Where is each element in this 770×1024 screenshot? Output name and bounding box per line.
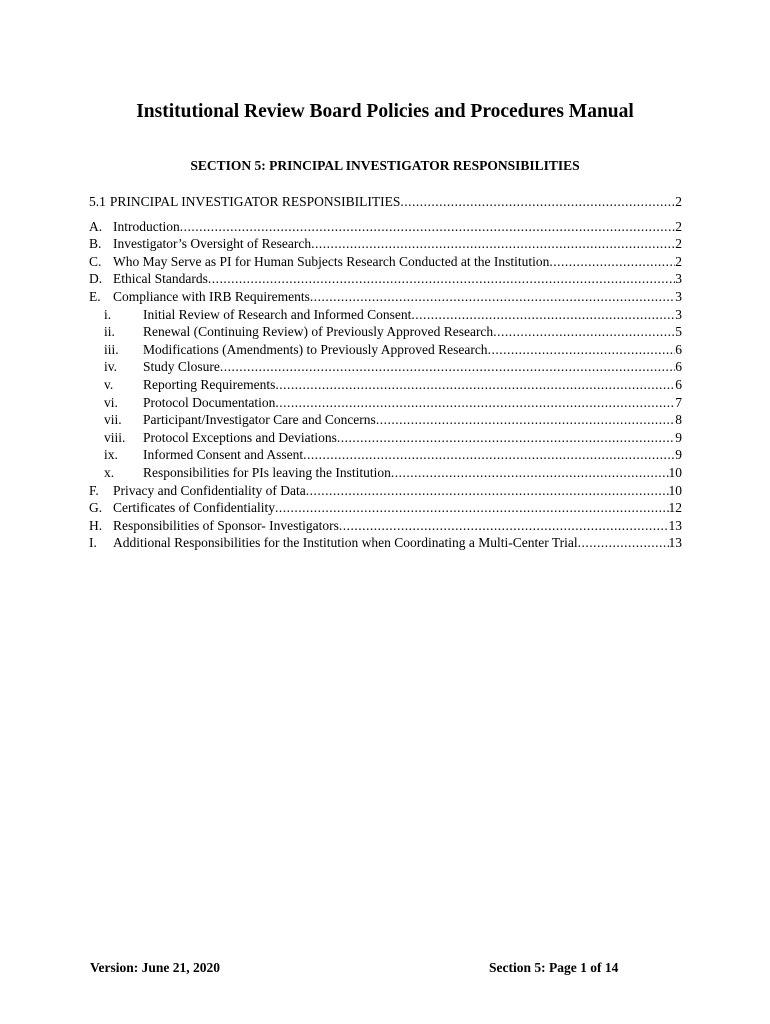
toc-entry-e-vii[interactable] bbox=[89, 412, 682, 430]
toc-text: Participant/Investigator Care and Concerns bbox=[143, 412, 376, 428]
toc-leader bbox=[391, 465, 669, 481]
toc-entry-e-ix[interactable] bbox=[89, 447, 682, 465]
section-heading: SECTION 5: PRINCIPAL INVESTIGATOR RESPONSIBILITIES bbox=[190, 158, 580, 173]
toc-entry-e-ii[interactable] bbox=[89, 324, 682, 342]
toc-leader bbox=[275, 500, 669, 516]
toc-leader bbox=[275, 395, 675, 411]
toc-entry-e-iii[interactable] bbox=[89, 342, 682, 360]
toc-number: ix. bbox=[104, 447, 118, 463]
toc-entry-f[interactable] bbox=[89, 483, 682, 501]
toc-entry-h[interactable] bbox=[89, 518, 682, 536]
toc-number: iii. bbox=[104, 341, 119, 357]
toc-leader bbox=[400, 194, 675, 210]
toc-number: v. bbox=[104, 376, 114, 392]
toc-text: Additional Responsibilities for the Institution when Coordinating a Multi-Center Trial bbox=[113, 535, 578, 551]
toc-leader bbox=[220, 359, 675, 375]
toc-text: Investigator’s Oversight of Research bbox=[113, 236, 312, 252]
toc-text: Protocol Exceptions and Deviations bbox=[143, 429, 337, 445]
toc-leader bbox=[493, 324, 675, 340]
toc-number: iv. bbox=[104, 359, 117, 375]
toc-page: 10 bbox=[668, 464, 682, 480]
toc-page: 13 bbox=[668, 535, 682, 551]
toc-page: 2 bbox=[675, 236, 682, 252]
toc-text: Renewal (Continuing Review) of Previously Approved Research bbox=[143, 324, 494, 340]
toc-leader bbox=[275, 377, 675, 393]
toc-number: D. bbox=[89, 271, 103, 287]
toc-entry-c[interactable] bbox=[89, 254, 682, 272]
toc-page: 2 bbox=[675, 194, 682, 209]
document-title: Institutional Review Board Policies and Procedures Manual bbox=[136, 101, 634, 122]
toc-page: 2 bbox=[675, 218, 682, 234]
toc-entry-b[interactable] bbox=[89, 236, 682, 254]
toc-text: Ethical Standards bbox=[113, 271, 208, 287]
toc-leader bbox=[180, 219, 676, 235]
toc-page: 6 bbox=[675, 376, 682, 392]
toc-text: PRINCIPAL INVESTIGATOR RESPONSIBILITIES bbox=[109, 194, 401, 209]
toc-text: Informed Consent and Assent bbox=[143, 447, 304, 463]
toc-page: 3 bbox=[675, 271, 682, 287]
toc-text: Compliance with IRB Requirements bbox=[113, 288, 310, 304]
toc-leader bbox=[578, 535, 669, 551]
toc-leader bbox=[549, 254, 675, 270]
toc-leader bbox=[311, 236, 675, 252]
toc-entry-d[interactable] bbox=[89, 271, 682, 289]
toc-leader bbox=[339, 518, 669, 534]
toc-entry-main[interactable] bbox=[89, 194, 682, 212]
toc-page: 5 bbox=[675, 324, 682, 340]
toc-entry-e-i[interactable] bbox=[89, 307, 682, 325]
toc-entry-i[interactable] bbox=[89, 535, 682, 553]
toc-entry-e-iv[interactable] bbox=[89, 359, 682, 377]
toc-page: 8 bbox=[675, 412, 682, 428]
toc-text: Responsibilities for PIs leaving the Institution bbox=[143, 464, 391, 480]
toc-number: F. bbox=[89, 482, 99, 498]
toc-page: 10 bbox=[668, 482, 682, 498]
toc-number: vii. bbox=[104, 412, 122, 428]
toc-entry-e-vi[interactable] bbox=[89, 395, 682, 413]
toc-page: 7 bbox=[675, 394, 682, 410]
footer-version: Version: June 21, 2020 bbox=[90, 960, 221, 975]
toc-text: Initial Review of Research and Informed Consent bbox=[143, 306, 412, 322]
toc-page: 3 bbox=[675, 288, 682, 304]
toc-number: A. bbox=[89, 218, 103, 234]
toc-entry-g[interactable] bbox=[89, 500, 682, 518]
toc-page: 9 bbox=[675, 429, 682, 445]
toc-text: Privacy and Confidentiality of Data bbox=[113, 482, 306, 498]
toc-leader bbox=[303, 447, 675, 463]
toc-number: ii. bbox=[104, 324, 115, 340]
toc-page: 9 bbox=[675, 447, 682, 463]
toc-number: viii. bbox=[104, 429, 126, 445]
toc-number: E. bbox=[89, 288, 101, 304]
toc-entry-e-v[interactable] bbox=[89, 377, 682, 395]
toc-text: Protocol Documentation bbox=[143, 394, 276, 410]
toc-text: Reporting Requirements bbox=[143, 376, 276, 392]
toc-page: 3 bbox=[675, 306, 682, 322]
toc-page: 6 bbox=[675, 341, 682, 357]
toc-text: Introduction bbox=[113, 218, 180, 234]
toc-text: Certificates of Confidentiality bbox=[113, 500, 275, 516]
toc-leader bbox=[208, 271, 675, 287]
toc-entry-e-viii[interactable] bbox=[89, 430, 682, 448]
toc-number: G. bbox=[89, 500, 103, 516]
toc-text: Responsibilities of Sponsor- Investigators bbox=[113, 517, 339, 533]
toc-number: i. bbox=[104, 306, 112, 322]
toc-number: C. bbox=[89, 253, 102, 269]
toc-page: 12 bbox=[668, 500, 682, 516]
toc-number: I. bbox=[89, 535, 97, 551]
toc-number: H. bbox=[89, 517, 103, 533]
toc-leader bbox=[306, 483, 669, 499]
toc-text: Modifications (Amendments) to Previously Approved Research bbox=[143, 341, 488, 357]
toc-entry-a[interactable] bbox=[89, 219, 682, 237]
toc-leader bbox=[411, 307, 675, 323]
toc-entry-e-x[interactable] bbox=[89, 465, 682, 483]
toc-number: 5.1 bbox=[89, 194, 106, 209]
toc-leader bbox=[488, 342, 676, 358]
toc-entry-e[interactable] bbox=[89, 289, 682, 307]
toc-text: Study Closure bbox=[143, 359, 220, 375]
toc-number: x. bbox=[104, 464, 115, 480]
toc-leader bbox=[337, 430, 675, 446]
toc-leader bbox=[376, 412, 675, 428]
toc-page: 6 bbox=[675, 359, 682, 375]
toc-page: 2 bbox=[675, 253, 682, 269]
footer-page-info: Section 5: Page 1 of 14 bbox=[489, 960, 619, 975]
toc-text: Who May Serve as PI for Human Subjects Research Conducted at the Institution bbox=[113, 253, 550, 269]
table-of-contents bbox=[89, 194, 682, 553]
toc-page: 13 bbox=[668, 517, 682, 533]
toc-leader bbox=[310, 289, 675, 305]
toc-number: vi. bbox=[104, 394, 118, 410]
toc-number: B. bbox=[89, 236, 102, 252]
